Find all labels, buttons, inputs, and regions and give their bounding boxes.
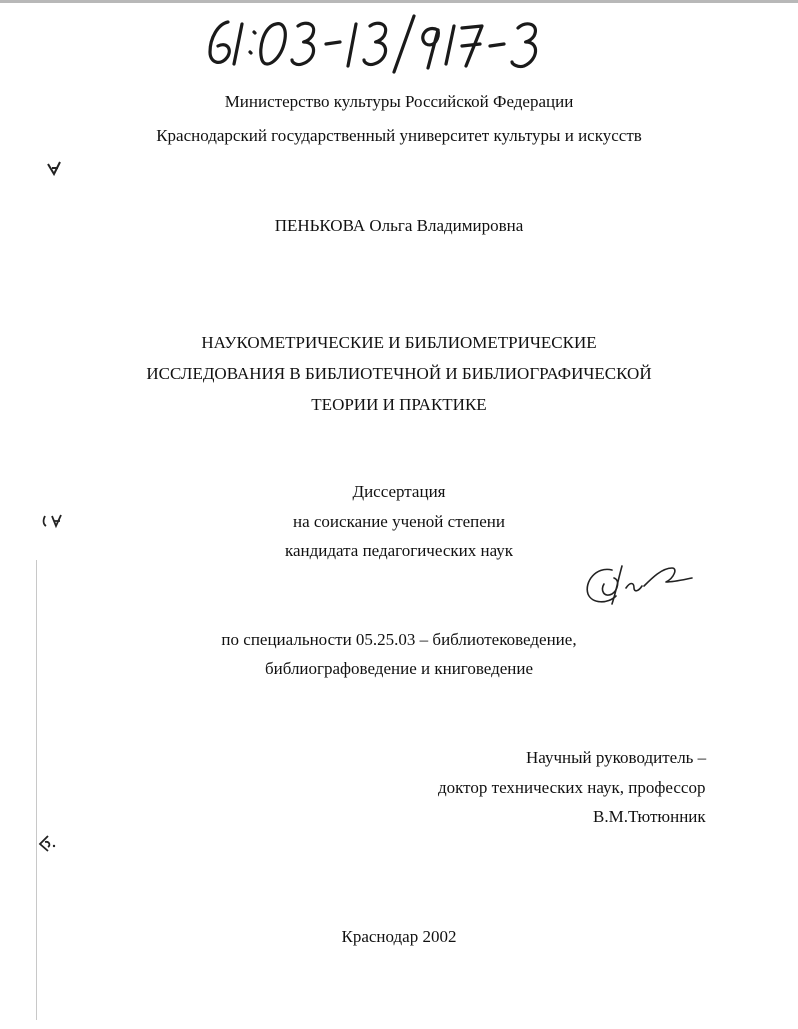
specialty-line-1: по специальности 05.25.03 – библиотековедение, [221,630,577,649]
title-line-2: ИССЛЕДОВАНИЯ В БИБЛИОТЕЧНОЙ И БИБЛИОГРАФИЧЕСКОЙ [146,364,652,383]
specialty-line-2: библиографоведение и книговедение [264,659,534,678]
scan-mark-icon [36,834,58,854]
handwritten-signature [582,558,702,610]
supervisor-name: В.М.Тютюнник [593,807,706,826]
dissertation-line-2: на соискание ученой степени [292,512,506,531]
ministry-line: Министерство культуры Российской Федерации [224,92,574,111]
university-line: Краснодарский государственный университет культуры и искусств [156,126,642,145]
supervisor-line-1: Научный руководитель – [526,748,707,767]
title-line-1: НАУКОМЕТРИЧЕСКИЕ И БИБЛИОМЕТРИЧЕСКИЕ [201,333,597,352]
dissertation-line-1: Диссертация [352,482,446,501]
handwritten-archive-number [200,8,560,76]
title-line-3: ТЕОРИИ И ПРАКТИКЕ [311,395,487,414]
scan-mark-icon [42,512,64,530]
author-name: ПЕНЬКОВА Ольга Владимировна [274,216,524,235]
scan-edge-left [36,560,37,1020]
scan-edge-top [0,0,798,3]
place-year: Краснодар 2002 [341,927,457,946]
scan-mark-icon [46,160,62,178]
supervisor-line-2: доктор технических наук, профессор [438,778,706,797]
dissertation-line-3: кандидата педагогических наук [284,541,514,560]
